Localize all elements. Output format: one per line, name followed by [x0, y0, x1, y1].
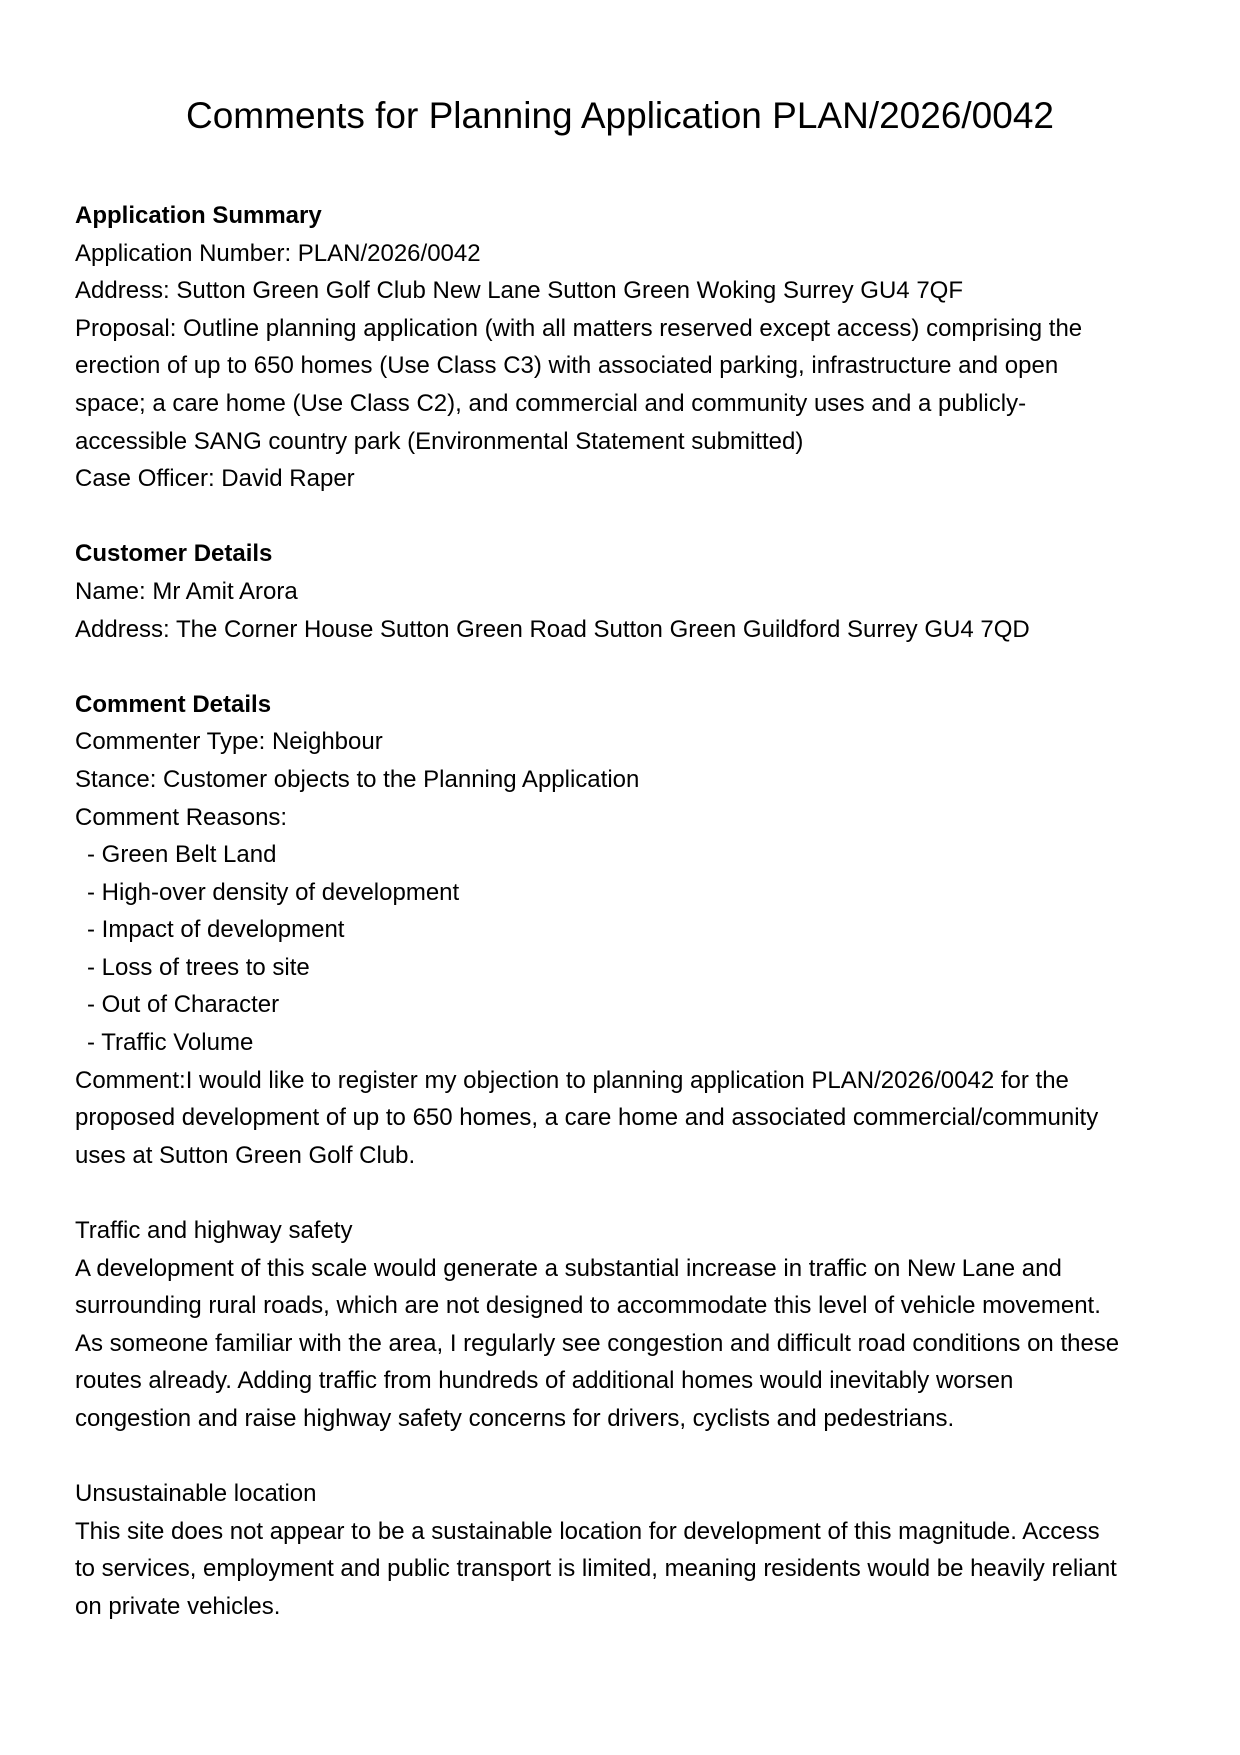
paragraph-line: This site does not appear to be a sustainable location for development of this magnitude. Access	[75, 1517, 1100, 1545]
comment-details-section	[75, 686, 1175, 1626]
comment-details-heading: Comment Details	[75, 690, 272, 718]
comment-reasons-label: Comment Reasons:	[75, 803, 288, 831]
case-officer: Case Officer: David Raper	[75, 465, 355, 493]
paragraph-line: to services, employment and public transport is limited, meaning residents would be heavily reliant	[75, 1555, 1117, 1583]
customer-details-heading: Customer Details	[75, 540, 273, 568]
list-item: - Loss of trees to site	[87, 953, 310, 981]
spacer	[75, 1438, 1175, 1476]
list-item: - Impact of development	[87, 916, 345, 944]
proposal-line: Proposal: Outline planning application (with all matters reserved except access) comprising the	[75, 314, 1083, 342]
paragraph-line: routes already. Adding traffic from hundreds of additional homes would inevitably worsen	[75, 1367, 1014, 1395]
paragraph-line: on private vehicles.	[75, 1592, 281, 1620]
customer-name: Name: Mr Amit Arora	[75, 577, 298, 605]
section-heading: Traffic and highway safety	[75, 1217, 353, 1245]
commenter-type: Commenter Type: Neighbour	[75, 728, 383, 756]
spacer	[75, 648, 1175, 686]
application-summary-section	[75, 197, 1175, 498]
paragraph-line: surrounding rural roads, which are not designed to accommodate this level of vehicle movement.	[75, 1292, 1101, 1320]
traffic-section	[75, 1212, 1175, 1438]
comment-line: proposed development of up to 650 homes, a care home and associated commercial/community	[75, 1104, 1099, 1132]
proposal-line: accessible SANG country park (Environmental Statement submitted)	[75, 427, 804, 455]
list-item: - Out of Character	[87, 991, 280, 1019]
location-section	[75, 1475, 1175, 1625]
application-summary-heading: Application Summary	[75, 202, 322, 229]
paragraph-line: congestion and raise highway safety concerns for drivers, cyclists and pedestrians.	[75, 1405, 955, 1432]
list-item: - Traffic Volume	[87, 1029, 254, 1057]
paragraph-line: A development of this scale would generate a substantial increase in traffic on New Lane and	[75, 1254, 1062, 1282]
section-heading: Unsustainable location	[75, 1480, 317, 1508]
application-address: Address: Sutton Green Golf Club New Lane Sutton Green Woking Surrey GU4 7QF	[75, 277, 963, 305]
page-title: Comments for Planning Application PLAN/2026/0042	[186, 95, 1054, 136]
spacer	[75, 498, 1175, 536]
comment-reasons-list	[75, 836, 1175, 1062]
proposal-line: space; a care home (Use Class C2), and commercial and community uses and a publicly-	[75, 389, 1027, 417]
stance: Stance: Customer objects to the Planning Application	[75, 765, 640, 793]
paragraph-line: As someone familiar with the area, I regularly see congestion and difficult road conditions on these	[75, 1329, 1120, 1357]
spacer	[75, 1174, 1175, 1212]
list-item: - High-over density of development	[87, 878, 460, 906]
document-body	[75, 197, 1175, 1626]
list-item: - Green Belt Land	[87, 841, 277, 869]
proposal-line: erection of up to 650 homes (Use Class C3) with associated parking, infrastructure and open	[75, 352, 1059, 380]
comment-text	[75, 1062, 1175, 1175]
comment-line: uses at Sutton Green Golf Club.	[75, 1141, 416, 1169]
customer-address: Address: The Corner House Sutton Green Road Sutton Green Guildford Surrey GU4 7QD	[75, 615, 1030, 643]
comment-line: Comment:I would like to register my objection to planning application PLAN/2026/0042 for the	[75, 1066, 1069, 1094]
customer-details-section	[75, 535, 1175, 648]
application-number: Application Number: PLAN/2026/0042	[75, 239, 481, 267]
